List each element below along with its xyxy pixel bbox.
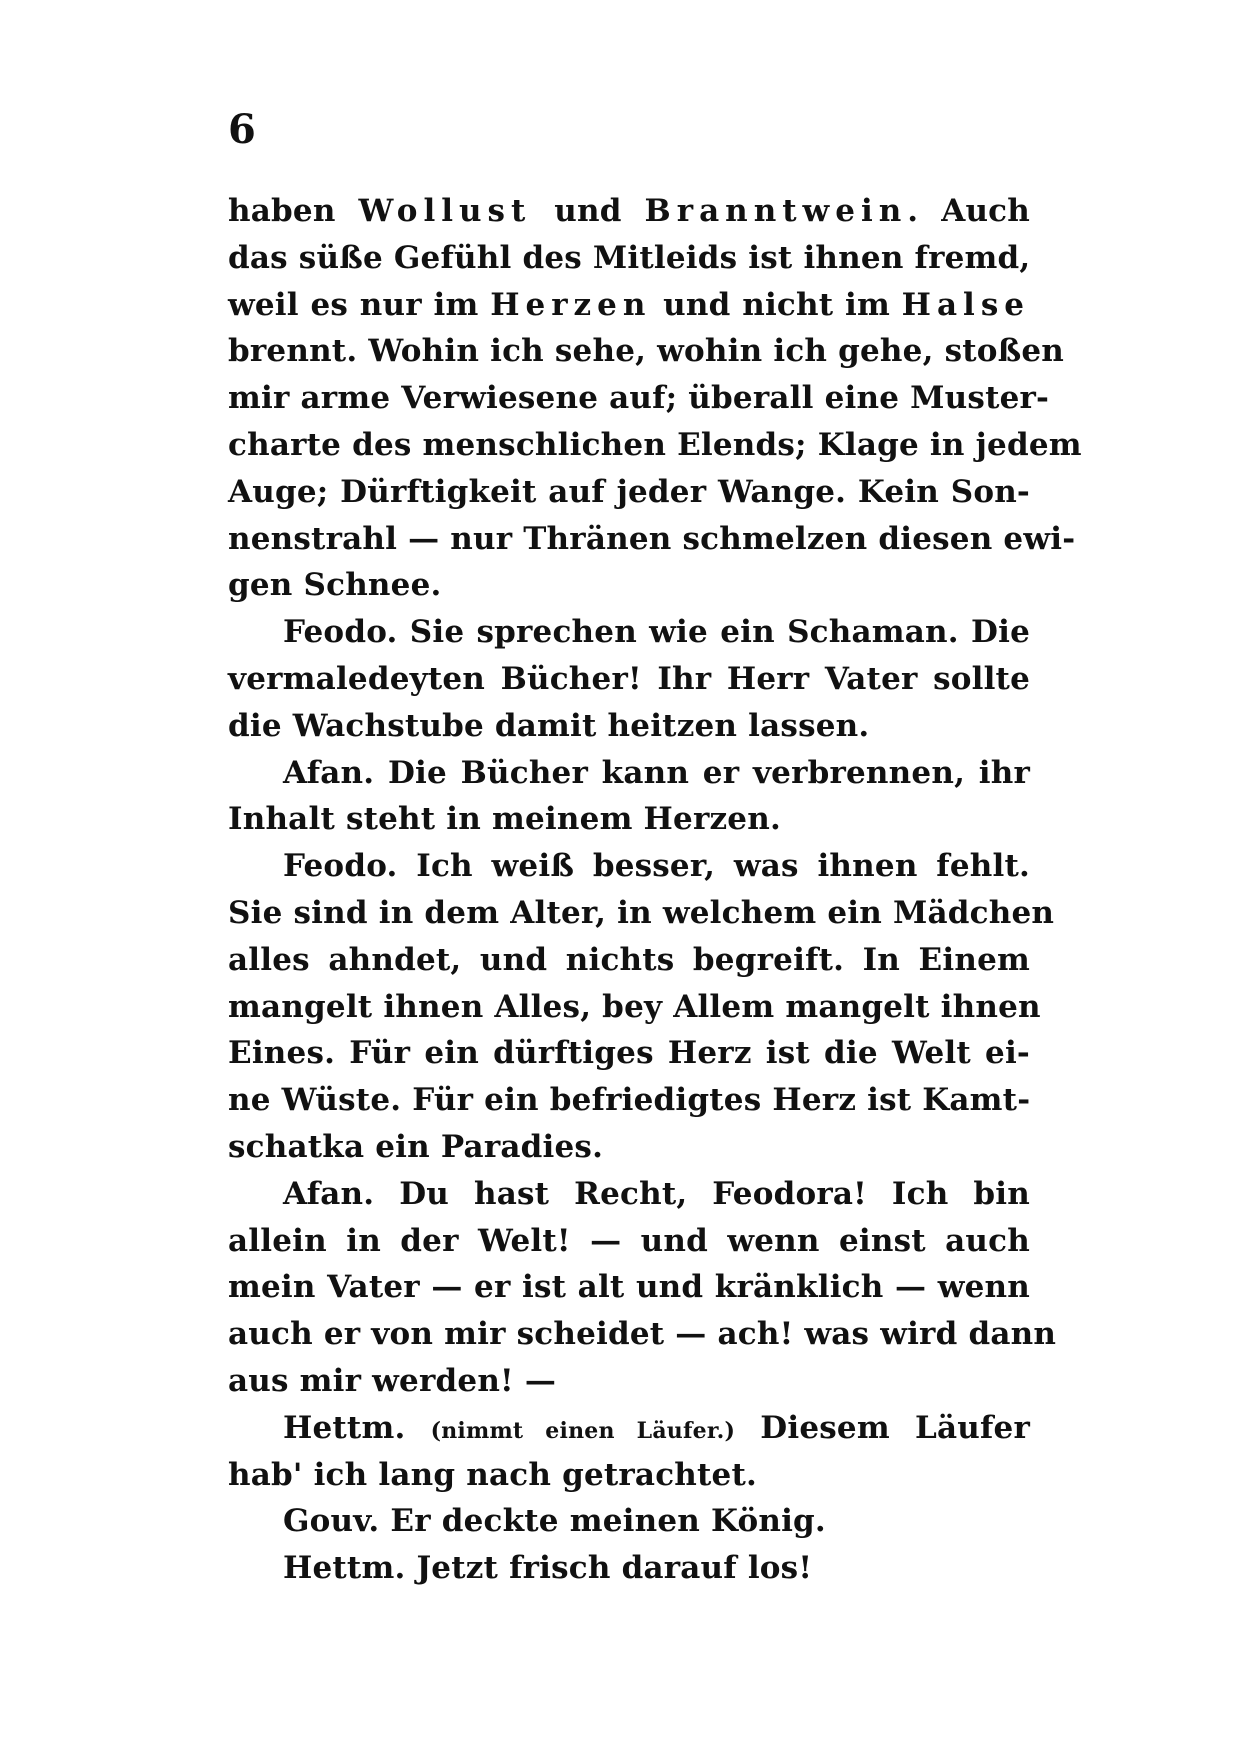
text-line: [228, 188, 1030, 235]
text-line: Feodo. Sie sprechen wie ein Schaman. Die: [283, 614, 1030, 651]
page-number: 6: [228, 106, 256, 153]
text-line: Inhalt steht in meinem Herzen.: [228, 801, 781, 838]
text-line: Hettm. Jetzt frisch darauf los!: [283, 1550, 813, 1587]
text-line: Sie sind in dem Alter, in welchem ein Mädchen: [228, 894, 1055, 931]
body-text: [228, 188, 1082, 1592]
text-segment: Wollust: [358, 193, 532, 229]
text-line: alles ahndet, und nichts begreift. In Einem: [228, 941, 1030, 978]
text-line: Feodo. Ich weiß besser, was ihnen fehlt.: [283, 848, 1030, 885]
text-segment: Diesem Läufer: [735, 1409, 1030, 1446]
text-line: Gouv. Er deckte meinen König.: [283, 1503, 826, 1540]
text-segment: Hettm.: [283, 1409, 431, 1446]
text-line: Afan. Die Bücher kann er verbrennen, ihr: [283, 754, 1030, 791]
text-segment: Branntwein: [644, 193, 908, 229]
text-segment: haben: [228, 193, 359, 229]
text-line: nenstrahl — nur Thränen schmelzen diesen ewi-: [228, 520, 1076, 557]
text-segment: Halse: [901, 286, 1030, 323]
text-line: die Wachstube damit heitzen lassen.: [228, 707, 870, 744]
text-line: Eines. Für ein dürftiges Herz ist die Welt ei-: [228, 1035, 1030, 1072]
text-line: allein in der Welt! — und wenn einst auch: [228, 1222, 1030, 1259]
text-segment: Herzen: [490, 286, 652, 323]
text-line: [228, 282, 1030, 329]
text-segment: und nicht im: [651, 286, 902, 323]
text-segment: (nimmt einen Läufer.): [430, 1417, 736, 1444]
text-line: [228, 1405, 1030, 1452]
text-line: charte des menschlichen Elends; Klage in jedem: [228, 426, 1082, 463]
text-line: das süße Gefühl des Mitleids ist ihnen fremd,: [228, 239, 1031, 276]
text-segment: . Auch: [907, 193, 1031, 229]
text-segment: und: [531, 193, 645, 229]
text-line: brennt. Wohin ich sehe, wohin ich gehe, stoßen: [228, 333, 1065, 370]
text-line: schatka ein Paradies.: [228, 1128, 604, 1165]
text-segment: weil es nur im: [228, 286, 491, 323]
text-line: gen Schnee.: [228, 567, 442, 604]
text-line: mir arme Verwiesene auf; überall eine Muster-: [228, 380, 1050, 417]
text-line: mangelt ihnen Alles, bey Allem mangelt ihnen: [228, 988, 1041, 1025]
text-line: mein Vater — er ist alt und kränklich — wenn: [228, 1269, 1030, 1306]
text-line: hab' ich lang nach getrachtet.: [228, 1456, 757, 1493]
text-line: aus mir werden! —: [228, 1362, 557, 1399]
text-line: Auge; Dürftigkeit auf jeder Wange. Kein Son-: [228, 473, 1030, 510]
text-line: ne Wüste. Für ein befriedigtes Herz ist Kamt-: [228, 1082, 1031, 1119]
text-line: Afan. Du hast Recht, Feodora! Ich bin: [283, 1175, 1030, 1212]
text-line: auch er von mir scheidet — ach! was wird dann: [228, 1316, 1057, 1353]
text-line: vermaledeyten Bücher! Ihr Herr Vater sollte: [228, 660, 1030, 697]
